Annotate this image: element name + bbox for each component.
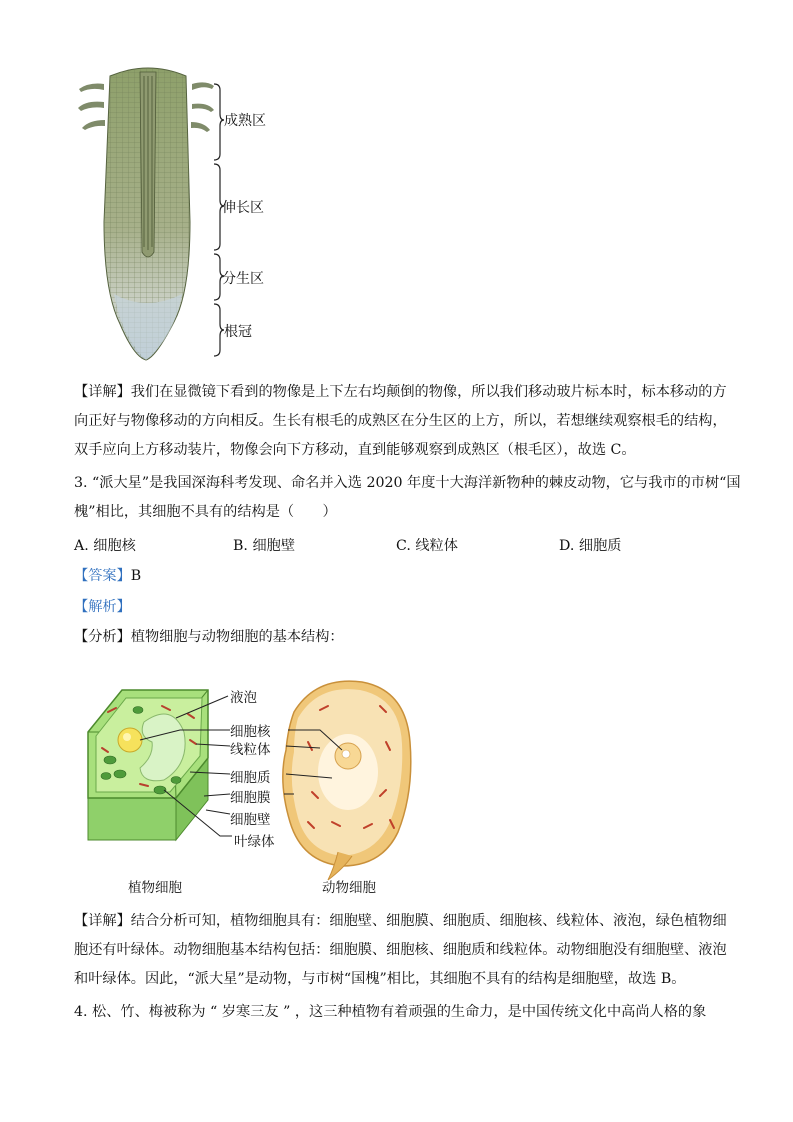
- answer-line: [74, 562, 726, 591]
- option-a: A. 细胞核: [74, 538, 136, 554]
- label-vacuole: 液泡: [230, 690, 257, 706]
- label-cytoplasm: 细胞质: [230, 770, 271, 786]
- analysis-heading: [74, 593, 726, 622]
- detail-paragraph-2: [74, 907, 726, 994]
- answer-tag: 【答案】: [74, 568, 131, 584]
- detail1-line-3: 双手应向上方移动装片，物像会向下方移动，直到能够观察到成熟区（根毛区），故选 C。: [74, 442, 636, 458]
- label-chloroplast: 叶绿体: [234, 834, 275, 850]
- question3-line-2: 槐”相比，其细胞不具有的结构是（ ）: [74, 504, 337, 520]
- analysis-heading-tag: 【解析】: [74, 599, 131, 615]
- animal-cell-drawing: [283, 681, 411, 880]
- detail2-line-2: 胞还有叶绿体。动物细胞基本结构包括：细胞膜、细胞核、细胞质和线粒体。动物细胞没有细胞壁、液泡: [74, 942, 727, 958]
- option-b: B. 细胞壁: [233, 538, 296, 554]
- analysis-line: [74, 623, 726, 652]
- question-4: [74, 998, 726, 1027]
- analysis-tag: 【分析】: [74, 629, 131, 645]
- detail-paragraph-1: [74, 378, 726, 465]
- detail2-tag: 【详解】: [74, 913, 131, 929]
- cell-figure: [80, 672, 420, 900]
- label-nucleus: 细胞核: [230, 724, 271, 740]
- zone-label-meristematic: 分生区: [222, 271, 264, 287]
- caption-animal-cell: 动物细胞: [322, 880, 376, 896]
- detail2-line-1: 【详解】结合分析可知，植物细胞具有：细胞壁、细胞膜、细胞质、细胞核、线粒体、液泡，绿色植物细: [74, 913, 727, 929]
- zone-label-maturation: 成熟区: [224, 113, 266, 129]
- zone-label-elongation: 伸长区: [222, 200, 264, 216]
- analysis-text: 植物细胞与动物细胞的基本结构：: [130, 629, 344, 645]
- detail-tag: 【详解】: [74, 384, 131, 400]
- question-3: [74, 469, 741, 527]
- zone-label-root-cap: 根冠: [224, 324, 252, 340]
- detail2-line-3: 和叶绿体。因此，“派大星”是动物，与市树“国槐”相比，其细胞不具有的结构是细胞壁，故选 B。: [74, 971, 686, 987]
- detail1-line-1: 【详解】我们在显微镜下看到的物像是上下左右均颠倒的物像，所以我们移动玻片标本时，标本移动的方: [74, 384, 727, 400]
- option-c: C. 线粒体: [396, 538, 458, 554]
- question3-line-1: 3. “派大星”是我国深海科考发现、命名并入选 2020 年度十大海洋新物种的棘皮动物，它与我市的市树“国: [74, 475, 741, 491]
- detail1-line-2: 向正好与物像移动的方向相反。生长有根毛的成熟区在分生区的上方，所以，若想继续观察根毛的结构，: [74, 413, 727, 429]
- label-mitochondrion: 线粒体: [230, 742, 271, 758]
- question4-line-1: 4. 松、竹、梅被称为 “ 岁寒三友 ” ，这三种植物有着顽强的生命力，是中国传统文化中高尚人格的象: [74, 1004, 707, 1020]
- option-d: D. 细胞质: [559, 538, 622, 554]
- caption-plant-cell: 植物细胞: [128, 880, 182, 896]
- label-cell-membrane: 细胞膜: [230, 790, 271, 806]
- label-cell-wall: 细胞壁: [230, 812, 271, 828]
- question3-options: [74, 532, 726, 560]
- root-tip-figure: [74, 62, 294, 367]
- answer-value: B: [130, 568, 142, 584]
